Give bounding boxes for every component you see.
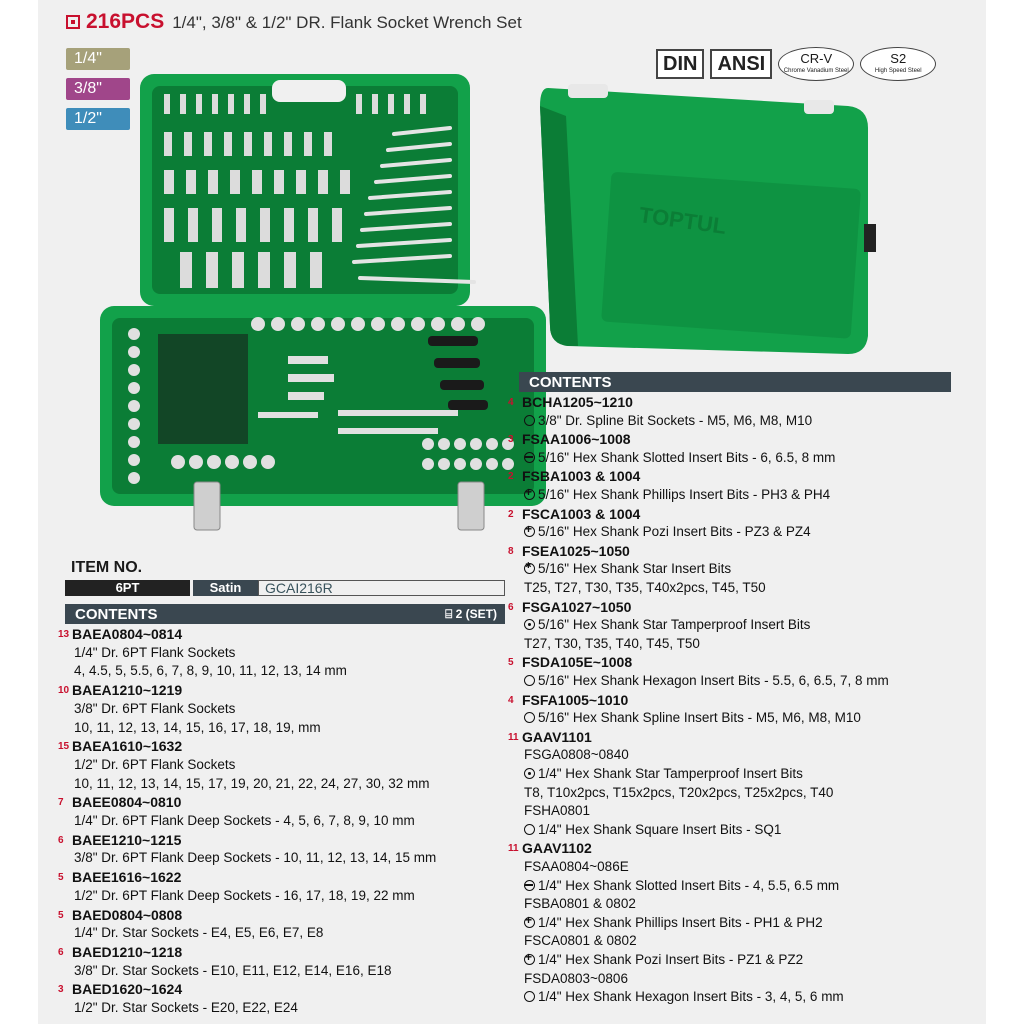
piece-count: 216PCS	[86, 10, 165, 33]
part-code: BAED0804~0808	[72, 906, 183, 923]
slotted-bit-icon	[524, 880, 535, 891]
description-text: FSGA0808~0840	[524, 747, 629, 763]
part-description	[524, 859, 629, 874]
part-description: 3/8" Dr. 6PT Flank Sockets	[74, 700, 236, 716]
quantity-label: 11	[508, 843, 519, 855]
part-code: GAAV1101	[522, 728, 592, 745]
part-description	[524, 822, 781, 837]
tamperproof-bit-icon	[524, 619, 535, 630]
set-count	[445, 604, 497, 625]
din-badge: DIN	[656, 49, 704, 79]
part-description	[524, 989, 844, 1004]
phillips-bit-icon	[524, 954, 535, 965]
part-description	[524, 450, 835, 465]
left-contents-bar	[65, 604, 505, 624]
part-description	[524, 952, 803, 967]
right-contents-list	[508, 394, 962, 1024]
part-description: 1/2" Dr. Star Sockets - E20, E22, E24	[74, 1000, 298, 1015]
product-header	[66, 10, 522, 34]
tamperproof-bit-icon	[524, 768, 535, 779]
description-text: 5/16" Hex Shank Star Insert Bits	[538, 561, 732, 577]
description-text: 5/16" Hex Shank Spline Insert Bits - M5, M6, M8, M10	[538, 710, 861, 726]
quantity-label: 6	[508, 601, 514, 613]
quantity-label: 4	[508, 694, 514, 706]
description-text: T25, T27, T30, T35, T40x2pcs, T45, T50	[524, 580, 766, 595]
case-emboss-logo: TOPTUL	[637, 202, 728, 239]
description-text: 1/4" Hex Shank Pozi Insert Bits - PZ1 & PZ2	[538, 952, 804, 967]
part-code: BAEA1610~1632	[72, 738, 183, 755]
part-description: 1/2" Dr. 6PT Flank Deep Sockets - 16, 17, 18, 19, 22 mm	[74, 887, 415, 903]
star-bit-icon	[524, 563, 535, 574]
ring-icon	[524, 712, 535, 723]
quantity-label: 5	[58, 909, 64, 921]
closed-toolbox-image	[508, 76, 888, 360]
part-description: 10, 11, 12, 13, 14, 15, 16, 17, 18, 19, mm	[74, 719, 321, 735]
part-description	[524, 617, 810, 632]
ring-icon	[524, 991, 535, 1002]
part-description	[524, 487, 830, 502]
part-description	[524, 710, 861, 725]
quantity-label: 3	[58, 984, 64, 996]
description-text: FSBA0801 & 0802	[524, 896, 636, 912]
quantity-label: 15	[58, 741, 70, 753]
description-text: 5/16" Hex Shank Hexagon Insert Bits - 5.5, 6, 6.5, 7, 8 mm	[538, 673, 889, 688]
part-description	[524, 413, 812, 428]
phillips-bit-icon	[524, 489, 535, 500]
description-text: 5/16" Hex Shank Pozi Insert Bits - PZ3 & PZ4	[538, 524, 811, 540]
description-text: 1/4" Hex Shank Phillips Insert Bits - PH1 & PH2	[538, 914, 823, 930]
part-code: BAED1210~1218	[72, 943, 183, 960]
ansi-badge: ANSI	[710, 49, 772, 79]
s2-sublabel: High Speed Steel	[874, 68, 922, 74]
slotted-bit-icon	[524, 452, 535, 463]
part-description: 4, 4.5, 5, 5.5, 6, 7, 8, 9, 10, 11, 12, 13, 14 mm	[74, 663, 347, 679]
quantity-label: 10	[58, 685, 70, 697]
phillips-bit-icon	[524, 526, 535, 537]
description-text: 1/4" Hex Shank Square Insert Bits - SQ1	[538, 821, 782, 837]
part-description: 3/8" Dr. 6PT Flank Deep Sockets - 10, 11, 12, 13, 14, 15 mm	[74, 850, 437, 866]
part-code: FSEA1025~1050	[522, 542, 630, 559]
right-contents-bar	[519, 372, 951, 392]
s2-label: S2	[890, 51, 907, 66]
quantity-label: 13	[58, 629, 70, 640]
description-text: FSCA0801 & 0802	[524, 933, 637, 949]
quantity-label: 7	[58, 797, 64, 809]
item-number-row	[65, 580, 505, 596]
phillips-bit-icon	[524, 917, 535, 928]
description-text: 5/16" Hex Shank Phillips Insert Bits - PH3 & PH4	[538, 487, 831, 502]
part-description	[524, 878, 839, 893]
description-text: 1/4" Hex Shank Hexagon Insert Bits - 3, 4, 5, 6 mm	[538, 989, 844, 1005]
part-description	[524, 673, 889, 688]
part-description: 1/4" Dr. 6PT Flank Deep Sockets - 4, 5, 6, 7, 8, 9, 10 mm	[74, 813, 415, 828]
part-description	[524, 524, 811, 539]
part-description	[524, 747, 629, 762]
product-title: 1/4", 3/8" & 1/2" DR. Flank Socket Wrench Set	[172, 13, 522, 32]
size-tag-three-eighths: 3/8"	[66, 78, 130, 100]
product-sheet	[38, 0, 986, 1024]
description-text: FSHA0801	[524, 803, 591, 819]
item-code: GCAI216R	[258, 580, 505, 596]
item-finish: Satin	[193, 580, 258, 596]
ring-icon	[524, 675, 535, 686]
quantity-label: 3	[508, 434, 514, 446]
description-text: 5/16" Hex Shank Star Tamperproof Insert Bits	[538, 617, 811, 633]
ring-icon	[524, 824, 535, 835]
quantity-label: 11	[508, 731, 519, 743]
open-toolbox-image	[98, 72, 550, 534]
crv-label: CR-V	[800, 51, 833, 66]
description-text: 1/4" Hex Shank Slotted Insert Bits - 4, 5.5, 6.5 mm	[538, 877, 840, 893]
set-count-label: 2 (SET)	[455, 607, 497, 621]
item-number-heading: ITEM NO.	[71, 559, 143, 576]
bullet-square-icon	[66, 15, 80, 29]
part-description	[524, 580, 766, 595]
part-code: BAEA0804~0814	[72, 626, 183, 642]
description-text: 3/8" Dr. Spline Bit Sockets - M5, M6, M8, M10	[538, 412, 813, 428]
part-code: FSDA105E~1008	[522, 654, 633, 671]
part-code: FSFA1005~1010	[522, 691, 629, 708]
part-description: 1/4" Dr. 6PT Flank Sockets	[74, 644, 236, 660]
crv-sublabel: Chrome Vanadium Steel	[783, 68, 849, 74]
part-description	[524, 636, 700, 651]
quantity-label: 4	[508, 397, 514, 408]
description-text: T27, T30, T35, T40, T45, T50	[524, 635, 700, 651]
ring-icon	[524, 415, 535, 426]
right-contents-label: CONTENTS	[529, 374, 612, 391]
part-code: FSCA1003 & 1004	[522, 505, 641, 522]
description-text: T8, T10x2pcs, T15x2pcs, T20x2pcs, T25x2pcs, T40	[524, 784, 834, 800]
part-description	[524, 785, 833, 800]
item-type: 6PT	[65, 580, 190, 596]
part-code: BAEA1210~1219	[72, 682, 183, 699]
quantity-label: 8	[508, 545, 514, 557]
part-code: FSBA1003 & 1004	[522, 468, 641, 485]
part-description: 1/4" Dr. Star Sockets - E4, E5, E6, E7, E8	[74, 925, 324, 941]
part-description	[524, 766, 803, 781]
part-code: BCHA1205~1210	[522, 394, 633, 410]
part-code: BAED1620~1624	[72, 981, 183, 998]
part-description: 3/8" Dr. Star Sockets - E10, E11, E12, E14, E16, E18	[74, 962, 392, 978]
left-contents-label: CONTENTS	[75, 606, 158, 623]
part-description	[524, 971, 628, 986]
quantity-label: 2	[508, 508, 514, 520]
part-code: BAEE1616~1622	[72, 869, 182, 886]
part-description: 10, 11, 12, 13, 14, 15, 17, 19, 20, 21, 22, 24, 27, 30, 32 mm	[74, 775, 430, 791]
quantity-label: 6	[58, 834, 64, 846]
part-description: 1/2" Dr. 6PT Flank Sockets	[74, 756, 236, 772]
size-tag-half: 1/2"	[66, 108, 130, 130]
quantity-label: 5	[58, 872, 64, 884]
quantity-label: 5	[508, 657, 514, 669]
description-text: FSAA0804~086E	[524, 859, 629, 874]
part-code: BAEE1210~1215	[72, 831, 182, 848]
description-text: FSDA0803~0806	[524, 970, 628, 986]
part-code: FSAA1006~1008	[522, 431, 631, 448]
case-set-icon: ⌸	[445, 607, 453, 621]
part-description	[524, 915, 823, 930]
quantity-label: 2	[508, 471, 514, 483]
part-description	[524, 803, 590, 818]
part-description	[524, 896, 636, 911]
part-description	[524, 561, 731, 576]
part-description	[524, 933, 637, 948]
quantity-label: 6	[58, 946, 64, 958]
part-code: BAEE0804~0810	[72, 794, 182, 811]
size-tag-quarter: 1/4"	[66, 48, 130, 70]
part-code: GAAV1102	[522, 840, 592, 857]
description-text: 1/4" Hex Shank Star Tamperproof Insert Bits	[538, 766, 803, 781]
part-code: FSGA1027~1050	[522, 598, 632, 615]
left-contents-list	[58, 626, 512, 1024]
description-text: 5/16" Hex Shank Slotted Insert Bits - 6, 6.5, 8 mm	[538, 449, 836, 465]
